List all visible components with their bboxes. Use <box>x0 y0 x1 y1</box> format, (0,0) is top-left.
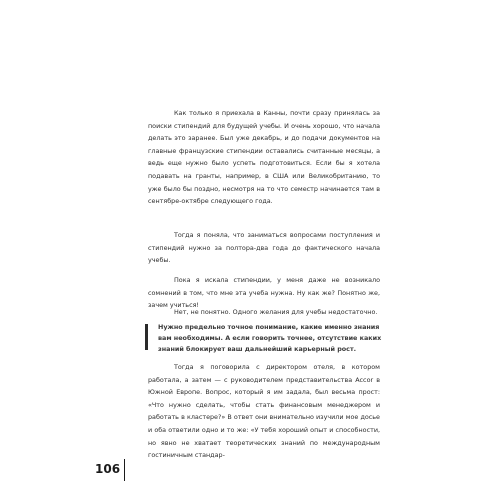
page-number: 106 <box>95 462 121 476</box>
pull-quote <box>145 322 385 352</box>
paragraph-4: Нет, не понятно. Одного желания для учебы недостаточно. <box>174 308 378 316</box>
paragraph-2: Тогда я поняла, что заниматься вопросами поступления и стипендий нужно за полтора-два года до фактического начала учебы. <box>148 231 380 265</box>
quote-bar <box>145 324 148 350</box>
page-number-rule <box>124 459 125 481</box>
paragraph-5: Тогда я поговорила с директором отеля, в котором работала, а затем — с руководителем представительства Accor в Южной Европе. Вопрос, который я им задала, был весьма прост: «Что нужно сделать, чтобы стать финансовым менеджером и работать в кластере?» В ответ они внимательно изучили мое досье и оба ответили одно и то же: «У тебя хороший опыт и способности, но явно не хватает теоретических знаний по международным гостиничным стандар- <box>148 363 380 460</box>
paragraph-3: Пока я искала стипендии, у меня даже не возникало сомнений в том, что мне эта учеба нужна. Ну как же? Понятно же, зачем учиться! <box>148 276 380 310</box>
paragraph-1: Как только я приехала в Канны, почти сразу принялась за поиски стипендий для будущей учебы. И очень хорошо, что начала делать это заранее. Был уже декабрь, и до подачи документов на главные французские стипендии оставались считанные месяцы, а ведь еще нужно было успеть подготовиться. Если бы я хотела подавать на гранты, например, в США или Великобританию, то уже было бы поздно, несмотря на то что семестр начинается там в сентябре-октябре следующего года. <box>148 109 380 206</box>
pull-quote-text: Нужно предельно точное понимание, какие именно знания вам необходимы. А если говорить точнее, отсутствие каких знаний блокирует ваш дальнейший карьерный рост. <box>158 323 382 353</box>
